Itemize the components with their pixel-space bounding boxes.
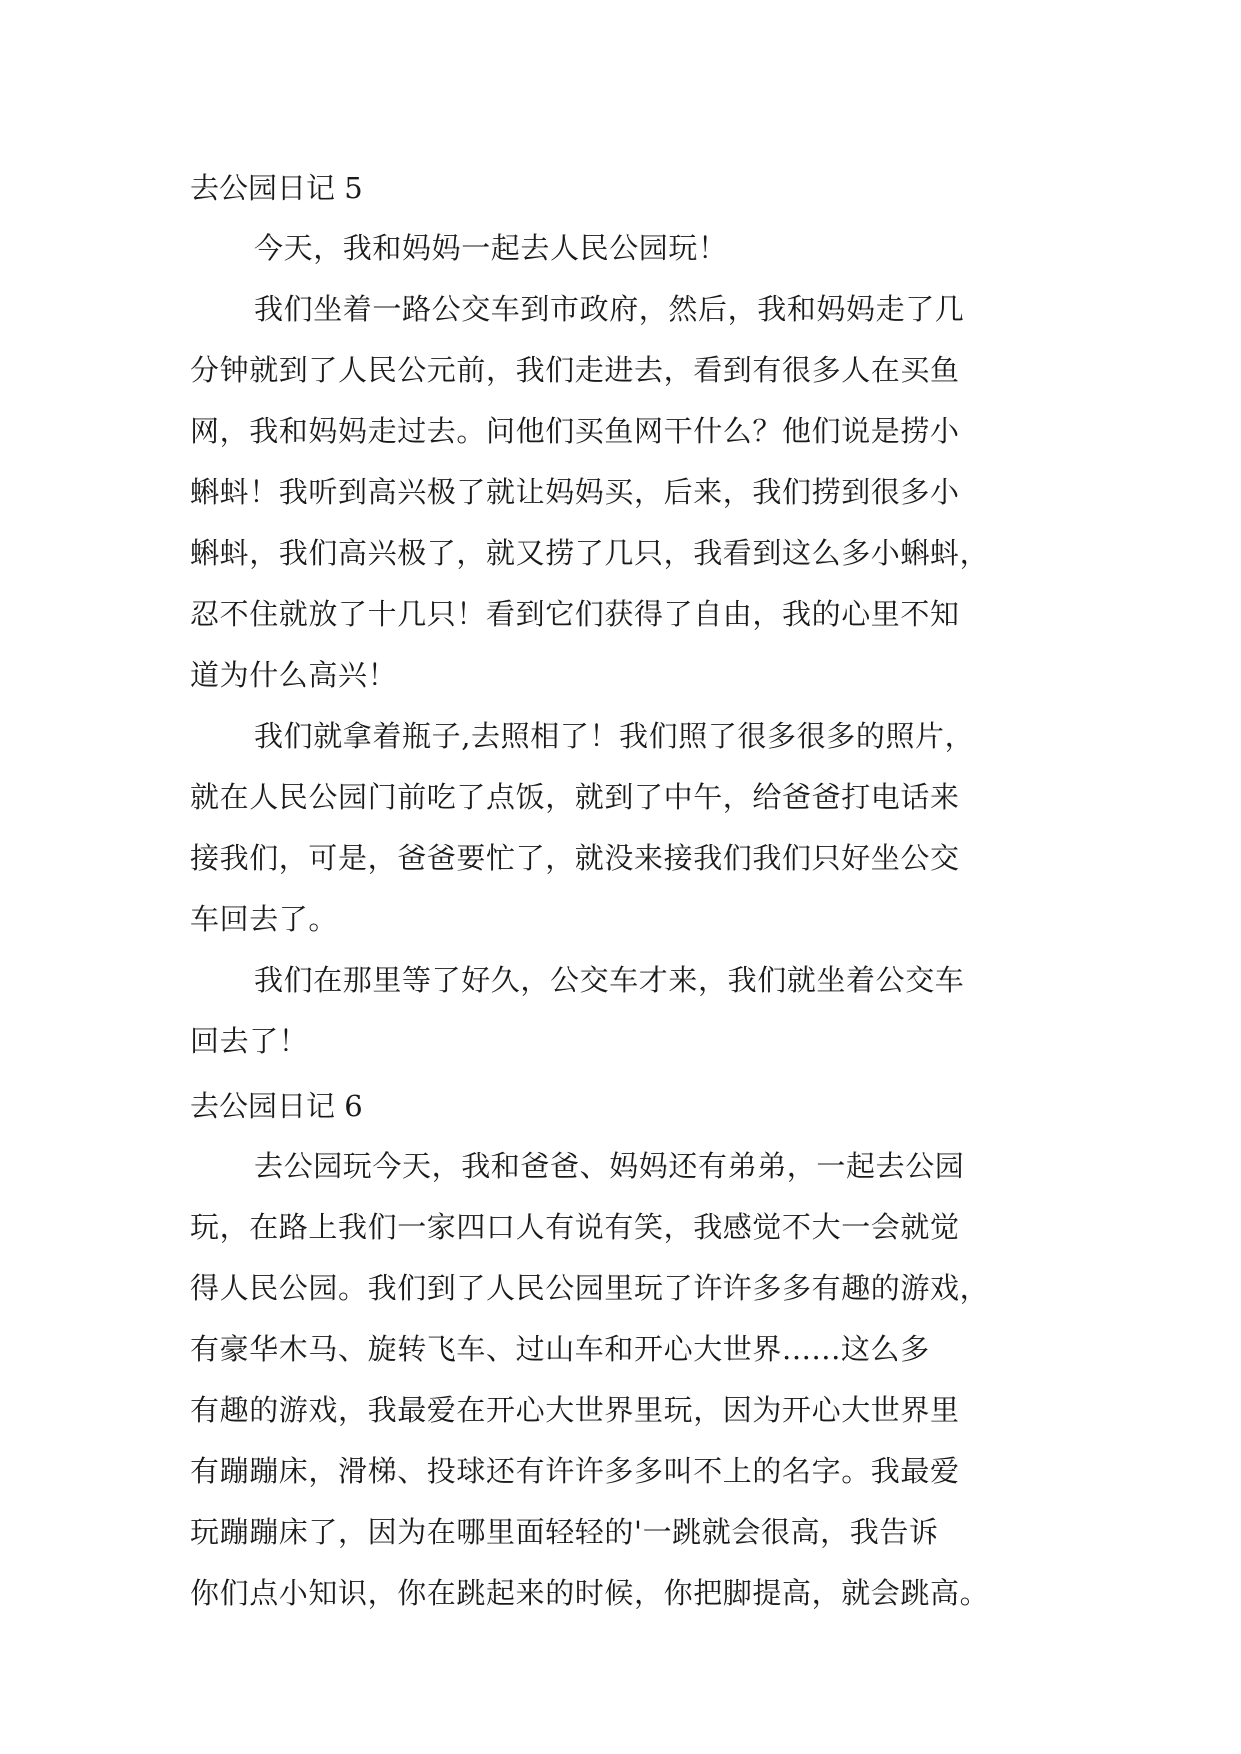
- paragraph: [190, 279, 1062, 706]
- diary-entry-6: [190, 1076, 1062, 1624]
- text-line: 接我们，可是，爸爸要忙了，就没来接我们我们只好坐公交: [190, 841, 960, 875]
- text-line: 我们坐着一路公交车到市政府，然后，我和妈妈走了几: [254, 292, 965, 326]
- text-line: 分钟就到了人民公元前，我们走进去，看到有很多人在买鱼: [190, 353, 960, 387]
- text-line: 回去了！: [190, 1024, 309, 1058]
- paragraph: [190, 706, 1062, 950]
- text-line: 我们在那里等了好久，公交车才来，我们就坐着公交车: [254, 963, 965, 997]
- text-line: 蝌蚪！我听到高兴极了就让妈妈买，后来，我们捞到很多小: [190, 475, 960, 509]
- text-line: 我们就拿着瓶子,去照相了！我们照了很多很多的照片，: [254, 719, 975, 753]
- text-line: 有蹦蹦床，滑梯、投球还有许许多多叫不上的名字。我最爱: [190, 1454, 960, 1488]
- section-heading: 去公园日记 6: [190, 1089, 363, 1123]
- text-line: 得人民公园。我们到了人民公园里玩了许许多多有趣的游戏，: [190, 1271, 990, 1305]
- text-line: 玩蹦蹦床了，因为在哪里面轻轻的'一跳就会很高，我告诉: [190, 1515, 939, 1549]
- text-line: 网，我和妈妈走过去。问他们买鱼网干什么？他们说是捞小: [190, 414, 960, 448]
- paragraph: [190, 950, 1062, 1072]
- text-line: 玩，在路上我们一家四口人有说有笑，我感觉不大一会就觉: [190, 1210, 960, 1244]
- text-line: 车回去了。: [190, 902, 339, 936]
- paragraph: [190, 1136, 1062, 1624]
- text-line: 你们点小知识，你在跳起来的时候，你把脚提高，就会跳高。: [190, 1576, 990, 1610]
- diary-entry-5: [190, 158, 1062, 1072]
- text-line: 去公园玩今天，我和爸爸、妈妈还有弟弟，一起去公园: [254, 1149, 965, 1183]
- text-line: 有趣的游戏，我最爱在开心大世界里玩，因为开心大世界里: [190, 1393, 960, 1427]
- text-line: 道为什么高兴！: [190, 658, 398, 692]
- text-line: 有豪华木马、旋转飞车、过山车和开心大世界......这么多: [190, 1332, 930, 1366]
- section-heading: 去公园日记 5: [190, 171, 363, 205]
- text-line: 今天，我和妈妈一起去人民公园玩！: [254, 231, 728, 265]
- text-line: 就在人民公园门前吃了点饭，就到了中午，给爸爸打电话来: [190, 780, 960, 814]
- document-page: [190, 158, 1062, 1624]
- text-line: 忍不住就放了十几只！看到它们获得了自由，我的心里不知: [190, 597, 960, 631]
- text-line: 蝌蚪，我们高兴极了，就又捞了几只，我看到这么多小蝌蚪，: [190, 536, 990, 570]
- paragraph: [190, 218, 1062, 279]
